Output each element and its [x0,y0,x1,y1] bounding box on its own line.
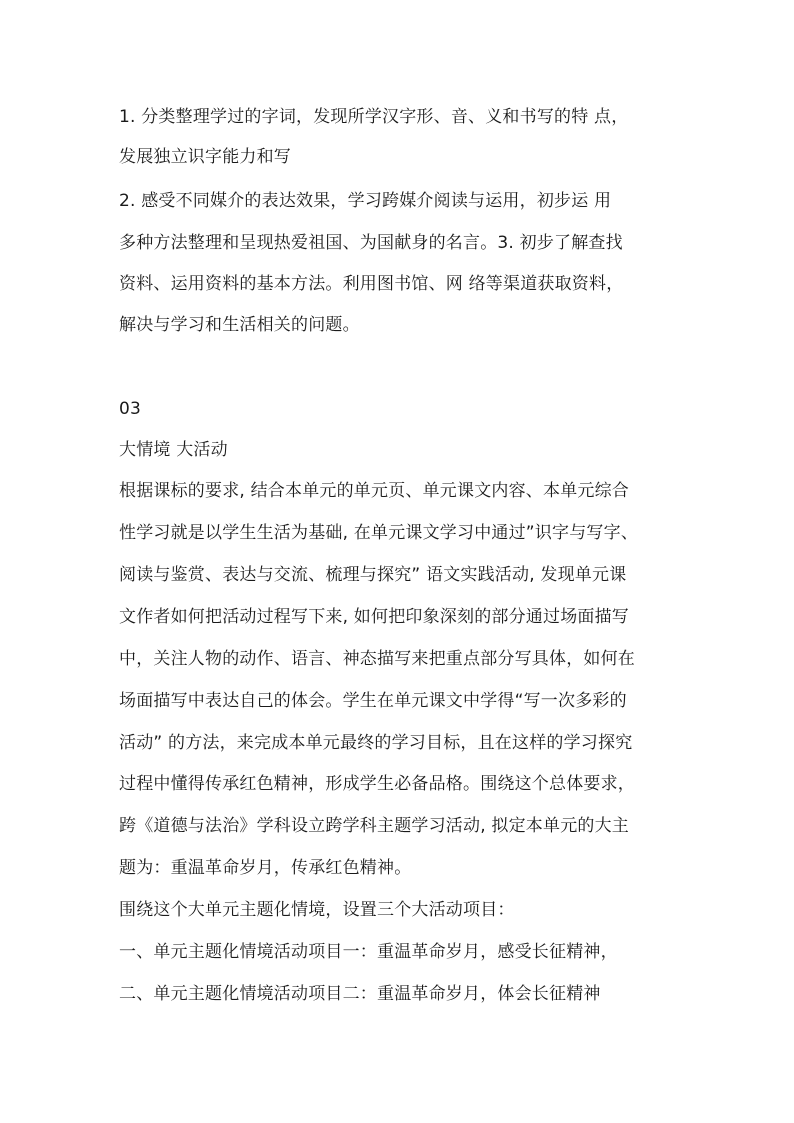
goal-line-3: 2. 感受不同媒介的表达效果，学习跨媒介阅读与运用，初步运 用 [119,191,612,211]
goal-line-1: 1. 分类整理学过的字词，发现所学汉字形、音、义和书写的特 点， [119,107,629,127]
goal-line-2: 发展独立识字能力和写 [119,147,291,167]
body-line-13: 二、单元主题化情境活动项目二：重温革命岁月，体会长征精神 [119,984,601,1004]
body-line-6: 场面描写中表达自己的体会。学生在单元课文中学得“写一次多彩的 [119,691,627,711]
section-title: 大情境 大活动 [119,440,228,460]
body-line-10: 题为：重温革命岁月，传承红色精神。 [119,858,412,878]
body-line-2: 性学习就是以学生生活为基础, 在单元课文学习中通过”识字与写字、 [119,523,639,543]
body-line-5: 中，关注人物的动作、语言、神态描写来把重点部分写具体，如何在 [119,649,635,669]
body-line-11: 围绕这个大单元主题化情境，设置三个大活动项目： [119,900,515,920]
goal-line-5: 资料、运用资料的基本方法。利用图书馆、网 络等渠道获取资料， [119,274,624,294]
body-line-7: 活动” 的方法，来完成本单元最终的学习目标，且在这样的学习探究 [119,733,633,753]
body-line-8: 过程中懂得传承红色精神，形成学生必备品格。围绕这个总体要求， [119,774,635,794]
body-line-3: 阅读与鉴赏、表达与交流、梳理与探究” 语文实践活动, 发现单元课 [119,565,627,585]
section-number: 03 [119,399,142,419]
goal-line-4: 多种方法整理和呈现热爱祖国、为国献身的名言。3. 初步了解查找 [119,233,623,253]
body-line-4: 文作者如何把活动过程写下来, 如何把印象深刻的部分通过场面描写 [119,607,630,627]
body-line-1: 根据课标的要求, 结合本单元的单元页、单元课文内容、本单元综合 [119,481,630,501]
goal-line-6: 解决与学习和生活相关的问题。 [119,315,360,335]
body-line-12: 一、单元主题化情境活动项目一：重温革命岁月，感受长征精神， [119,942,618,962]
body-line-9: 跨《道德与法治》学科设立跨学科主题学习活动, 拟定本单元的大主 [119,816,630,836]
